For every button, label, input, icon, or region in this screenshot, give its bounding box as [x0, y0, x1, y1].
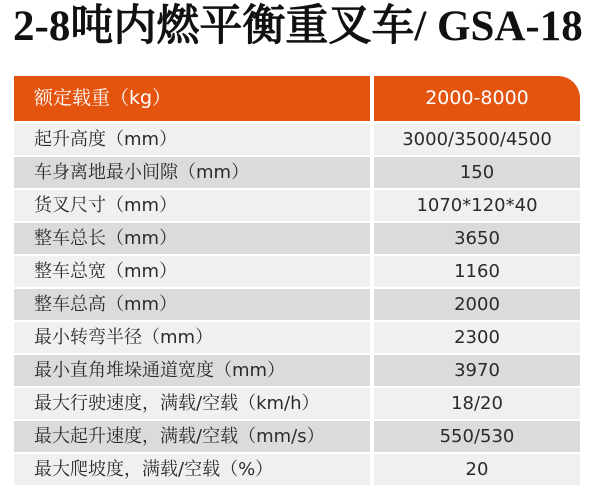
header-spec-label: 额定载重（kg） — [14, 76, 370, 121]
spec-label: 最大行驶速度，满载/空载（km/h） — [14, 388, 370, 419]
spec-value: 1160 — [374, 256, 580, 287]
spec-label: 最大爬坡度，满载/空载（%） — [14, 454, 370, 485]
spec-value: 3650 — [374, 223, 580, 254]
spec-value: 2300 — [374, 322, 580, 353]
spec-value: 20 — [374, 454, 580, 485]
table-row — [14, 454, 580, 485]
table-row — [14, 322, 580, 353]
table-row — [14, 157, 580, 188]
spec-value: 3000/3500/4500 — [374, 124, 580, 155]
page-title: 2-8吨内燃平衡重叉车/ GSA-18 — [13, 3, 583, 50]
spec-label: 最小转弯半径（mm） — [14, 322, 370, 353]
spec-value: 150 — [374, 157, 580, 188]
table-row — [14, 421, 580, 452]
spec-label: 起升高度（mm） — [14, 124, 370, 155]
spec-table — [14, 76, 580, 487]
spec-label: 车身离地最小间隙（mm） — [14, 157, 370, 188]
spec-label: 整车总高（mm） — [14, 289, 370, 320]
spec-label: 整车总长（mm） — [14, 223, 370, 254]
spec-value: 3970 — [374, 355, 580, 386]
spec-label: 货叉尺寸（mm） — [14, 190, 370, 221]
spec-label: 整车总宽（mm） — [14, 256, 370, 287]
spec-value: 550/530 — [374, 421, 580, 452]
table-body — [14, 124, 580, 485]
table-header-row — [14, 76, 580, 121]
table-row — [14, 289, 580, 320]
table-row — [14, 256, 580, 287]
header-spec-value: 2000-8000 — [374, 76, 580, 121]
spec-value: 18/20 — [374, 388, 580, 419]
table-row — [14, 124, 580, 155]
spec-value: 1070*120*40 — [374, 190, 580, 221]
table-row — [14, 223, 580, 254]
table-row — [14, 355, 580, 386]
spec-value: 2000 — [374, 289, 580, 320]
table-row — [14, 190, 580, 221]
spec-label: 最大起升速度，满载/空载（mm/s） — [14, 421, 370, 452]
spec-label: 最小直角堆垛通道宽度（mm） — [14, 355, 370, 386]
table-row — [14, 388, 580, 419]
